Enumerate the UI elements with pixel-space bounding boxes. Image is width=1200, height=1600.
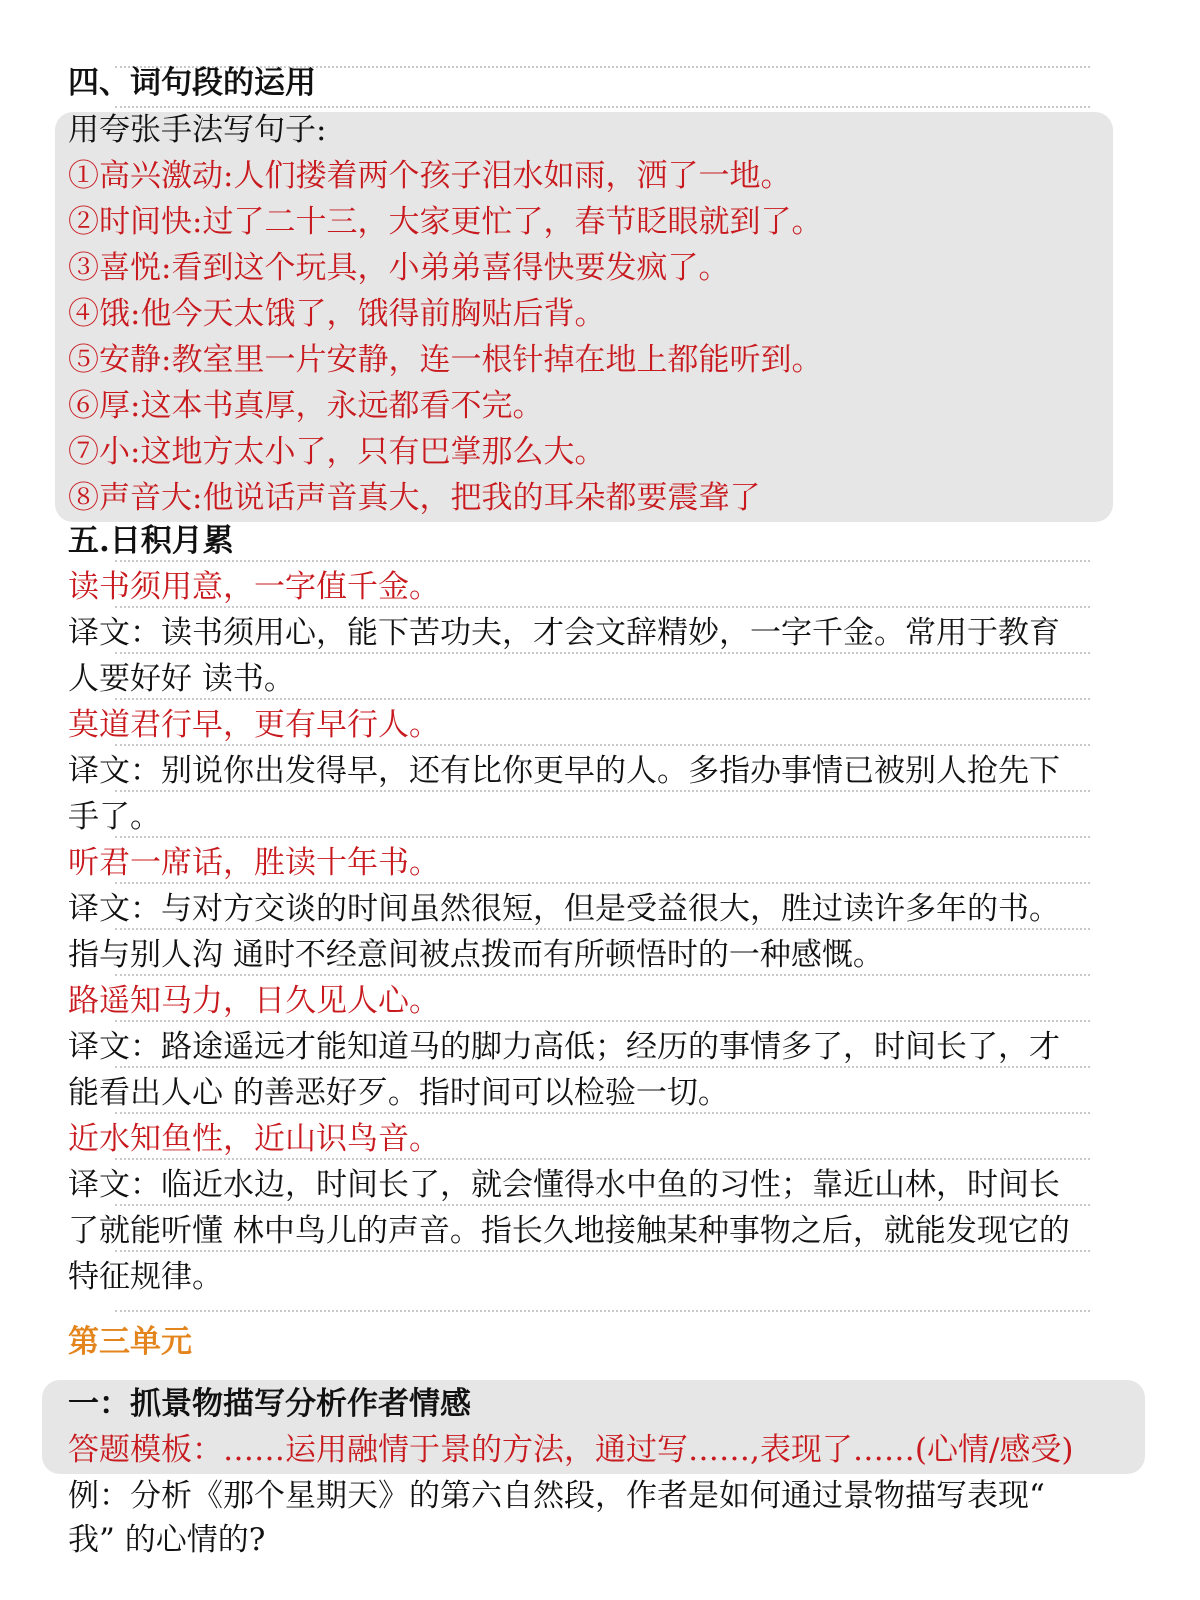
saying-translation: 译文：路途遥远才能知道马的脚力高低；经历的事情多了，时间长了，才 [68,1029,1060,1065]
saying-quote: 读书须用意，一字值千金。 [68,569,440,605]
ruled-line [115,836,1090,838]
example-sentence: ⑧声音大:他说话声音真大，把我的耳朵都要震聋了 [68,480,761,516]
example-sentence: ①高兴激动:人们搂着两个孩子泪水如雨，洒了一地。 [68,158,792,194]
example-sentence: ②时间快:过了二十三，大家更忙了，春节眨眼就到了。 [68,204,823,240]
section-heading: 一：抓景物描写分析作者情感 [68,1386,471,1422]
saying-translation: 了就能听懂 林中鸟儿的声音。指长久地接触某种事物之后，就能发现它的 [68,1213,1070,1249]
answer-template: 答题模板：……运用融情于景的方法，通过写……,表现了……(心情/感受) [68,1432,1074,1468]
example-sentence: ④饿:他今天太饿了，饿得前胸贴后背。 [68,296,606,332]
example-sentence: ⑥厚:这本书真厚，永远都看不完。 [68,388,544,424]
ruled-line [115,106,1090,108]
saying-translation: 手了。 [68,799,161,835]
example-sentence: ⑤安静:教室里一片安静，连一根针掉在地上都能听到。 [68,342,823,378]
saying-quote: 听君一席话，胜读十年书。 [68,845,440,881]
example-sentence: ③喜悦:看到这个玩具，小弟弟喜得快要发疯了。 [68,250,730,286]
saying-translation: 指与别人沟 通时不经意间被点拨而有所顿悟时的一种感慨。 [68,937,884,973]
example-question: 例：分析《那个星期天》的第六自然段，作者是如何通过景物描写表现“ [68,1478,1045,1514]
unit-title: 第三单元 [68,1324,192,1360]
ruled-line [115,560,1090,562]
saying-translation: 译文：别说你出发得早，还有比你更早的人。多指办事情已被别人抢先下 [68,753,1060,789]
saying-quote: 近水知鱼性，近山识鸟音。 [68,1121,440,1157]
saying-translation: 译文：读书须用心，能下苦功夫，才会文辞精妙，一字千金。常用于教育 [68,615,1060,651]
saying-translation: 能看出人心 的善恶好歹。指时间可以检验一切。 [68,1075,729,1111]
section-heading: 五.日积月累 [68,523,234,559]
saying-translation: 译文：临近水边，时间长了，就会懂得水中鱼的习性；靠近山林，时间长 [68,1167,1060,1203]
saying-translation: 译文：与对方交谈的时间虽然很短，但是受益很大，胜过读许多年的书。 [68,891,1060,927]
section-prompt: 用夸张手法写句子: [68,112,327,148]
saying-quote: 莫道君行早，更有早行人。 [68,707,440,743]
ruled-line [115,1310,1090,1312]
section-heading: 四、词句段的运用 [68,65,316,101]
example-question: 我” 的心情的? [68,1522,266,1558]
saying-translation: 人要好好 读书。 [68,661,295,697]
saying-translation: 特征规律。 [68,1259,223,1295]
saying-quote: 路遥知马力，日久见人心。 [68,983,440,1019]
example-sentence: ⑦小:这地方太小了，只有巴掌那么大。 [68,434,606,470]
